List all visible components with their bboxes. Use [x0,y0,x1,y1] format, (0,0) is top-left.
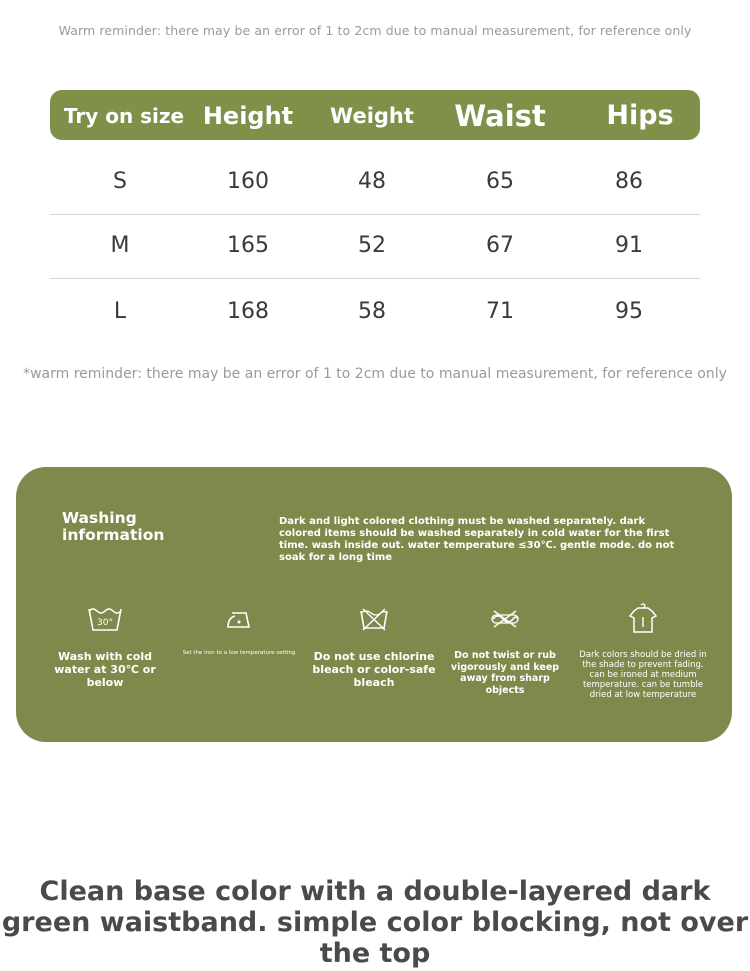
washing-info-panel [16,467,732,742]
header-waist: Waist [454,99,546,133]
bottom-reminder: *warm reminder: there may be an error of 1 to 2cm due to manual measurement, for reference only [23,366,727,382]
product-tagline: Clean base color with a double-layered dark green waistband. simple color blocking, not over the top [1,876,749,969]
care-item-wash [40,602,170,689]
care-text-bleach: Do not use chlorine bleach or color-safe bleach [312,650,436,689]
cell-height: 165 [227,233,269,258]
cell-hips: 91 [615,233,643,258]
shade-dry-icon [578,602,708,636]
washing-title: Washing information [62,509,165,544]
size-row-l [50,280,700,344]
cell-weight: 48 [358,169,386,194]
iron-low-icon [174,602,304,636]
cell-waist: 71 [486,299,514,324]
care-text-wash: Wash with cold water at 30℃ or below [54,650,156,689]
cell-hips: 86 [615,169,643,194]
care-item-bleach [309,602,439,689]
header-hips: Hips [606,100,674,131]
cell-weight: 58 [358,299,386,324]
size-table-header [50,90,700,140]
cell-height: 160 [227,169,269,194]
size-row-s [50,150,700,215]
cell-weight: 52 [358,233,386,258]
cell-size: S [113,169,127,194]
care-item-wring [440,602,570,696]
header-try-on-size: Try on size [63,104,185,128]
care-text-wring: Do not twist or rub vigorously and keep away from sharp objects [450,650,560,696]
care-item-dry [578,602,708,700]
cell-size: L [113,299,127,324]
size-row-m [50,214,700,279]
cell-height: 168 [227,299,269,324]
wash-30-icon [40,602,170,636]
washing-description: Dark and light colored clothing must be washed separately. dark colored items should be washed separately in cold water for the first time. wash inside out. water temperature ≤30℃. gentle mode. do not soak for a long time [279,516,675,563]
care-text-iron: Set the iron to a low temperature setting [182,650,296,656]
no-bleach-icon [309,602,439,636]
care-item-iron [174,602,304,657]
header-height: Height [202,102,294,130]
top-reminder: Warm reminder: there may be an error of 1 to 2cm due to manual measurement, for reference only [58,23,692,38]
cell-hips: 95 [615,299,643,324]
cell-waist: 67 [486,233,514,258]
svg-text:30°: 30° [97,618,113,628]
cell-size: M [110,233,130,258]
no-wring-icon [440,602,570,636]
header-weight: Weight [330,104,414,128]
cell-waist: 65 [486,169,514,194]
care-text-dry: Dark colors should be dried in the shade to prevent fading. can be ironed at medium temperature. can be tumble dried at low temperature [579,650,707,700]
